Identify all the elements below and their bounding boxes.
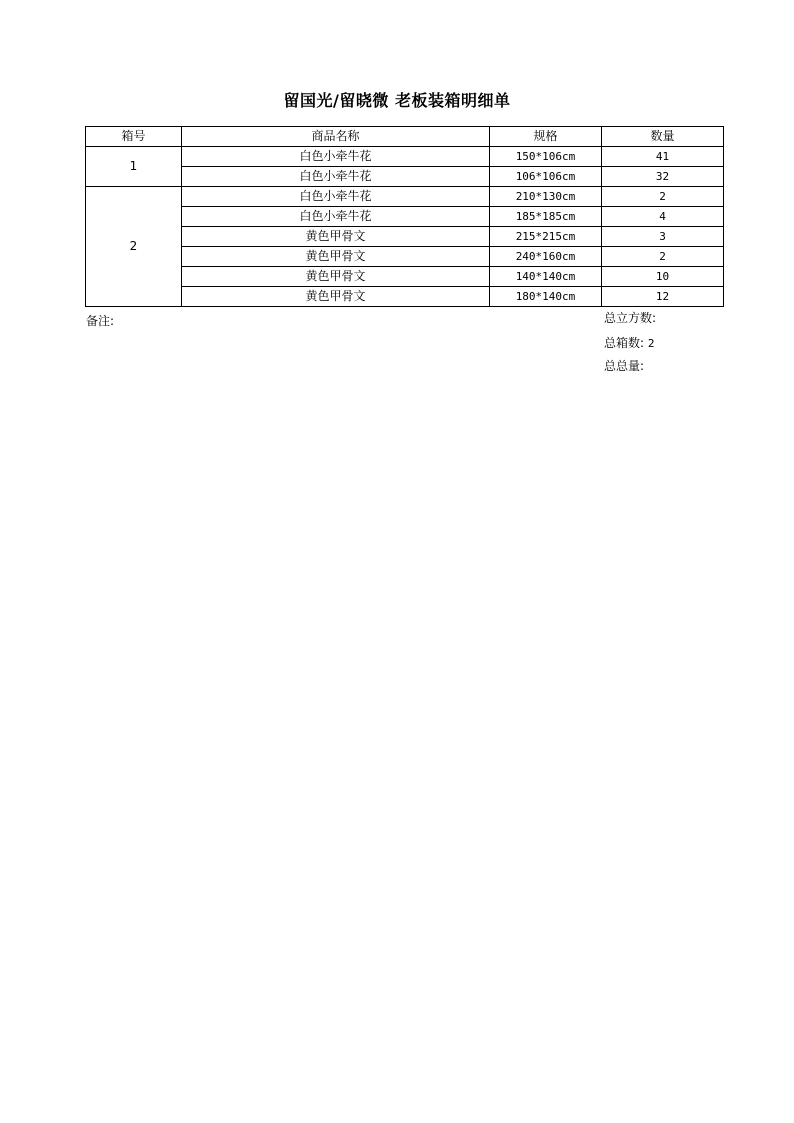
quantity-cell: 2 bbox=[602, 187, 724, 207]
box-number-cell: 2 bbox=[86, 187, 182, 307]
header-quantity: 数量 bbox=[602, 127, 724, 147]
spec-cell: 140*140cm bbox=[490, 267, 602, 287]
quantity-cell: 3 bbox=[602, 227, 724, 247]
table-row bbox=[86, 207, 724, 227]
table-row bbox=[86, 187, 724, 207]
table-row bbox=[86, 227, 724, 247]
spec-cell: 215*215cm bbox=[490, 227, 602, 247]
table-row bbox=[86, 247, 724, 267]
total-volume-label: 总立方数: bbox=[604, 311, 657, 325]
spec-cell: 150*106cm bbox=[490, 147, 602, 167]
box-number-cell: 1 bbox=[86, 147, 182, 187]
product-name-cell: 黄色甲骨文 bbox=[182, 247, 490, 267]
spec-cell: 180*140cm bbox=[490, 287, 602, 307]
table-header-row bbox=[86, 127, 724, 147]
total-weight-label: 总总量: bbox=[604, 359, 645, 373]
spec-cell: 240*160cm bbox=[490, 247, 602, 267]
table-row bbox=[86, 267, 724, 287]
total-volume bbox=[604, 309, 656, 326]
remark-label: 备注: bbox=[86, 314, 115, 328]
product-name-cell: 黄色甲骨文 bbox=[182, 287, 490, 307]
header-box-no: 箱号 bbox=[86, 127, 182, 147]
table-row bbox=[86, 287, 724, 307]
quantity-cell: 2 bbox=[602, 247, 724, 267]
product-name-cell: 白色小牵牛花 bbox=[182, 147, 490, 167]
product-name-cell: 黄色甲骨文 bbox=[182, 227, 490, 247]
total-boxes bbox=[604, 334, 655, 351]
packing-list-table bbox=[85, 126, 724, 307]
total-weight bbox=[604, 357, 644, 374]
product-name-cell: 黄色甲骨文 bbox=[182, 267, 490, 287]
header-spec: 规格 bbox=[490, 127, 602, 147]
total-boxes-value: 2 bbox=[647, 337, 655, 350]
quantity-cell: 41 bbox=[602, 147, 724, 167]
table-row bbox=[86, 167, 724, 187]
product-name-cell: 白色小牵牛花 bbox=[182, 167, 490, 187]
product-name-cell: 白色小牵牛花 bbox=[182, 207, 490, 227]
table-row bbox=[86, 147, 724, 167]
header-product-name: 商品名称 bbox=[182, 127, 490, 147]
quantity-cell: 4 bbox=[602, 207, 724, 227]
spec-cell: 210*130cm bbox=[490, 187, 602, 207]
quantity-cell: 10 bbox=[602, 267, 724, 287]
product-name-cell: 白色小牵牛花 bbox=[182, 187, 490, 207]
quantity-cell: 12 bbox=[602, 287, 724, 307]
total-boxes-label: 总箱数: bbox=[604, 336, 645, 350]
spec-cell: 185*185cm bbox=[490, 207, 602, 227]
document-title: 留国光/留晓微 老板装箱明细单 bbox=[283, 91, 511, 110]
quantity-cell: 32 bbox=[602, 167, 724, 187]
spec-cell: 106*106cm bbox=[490, 167, 602, 187]
